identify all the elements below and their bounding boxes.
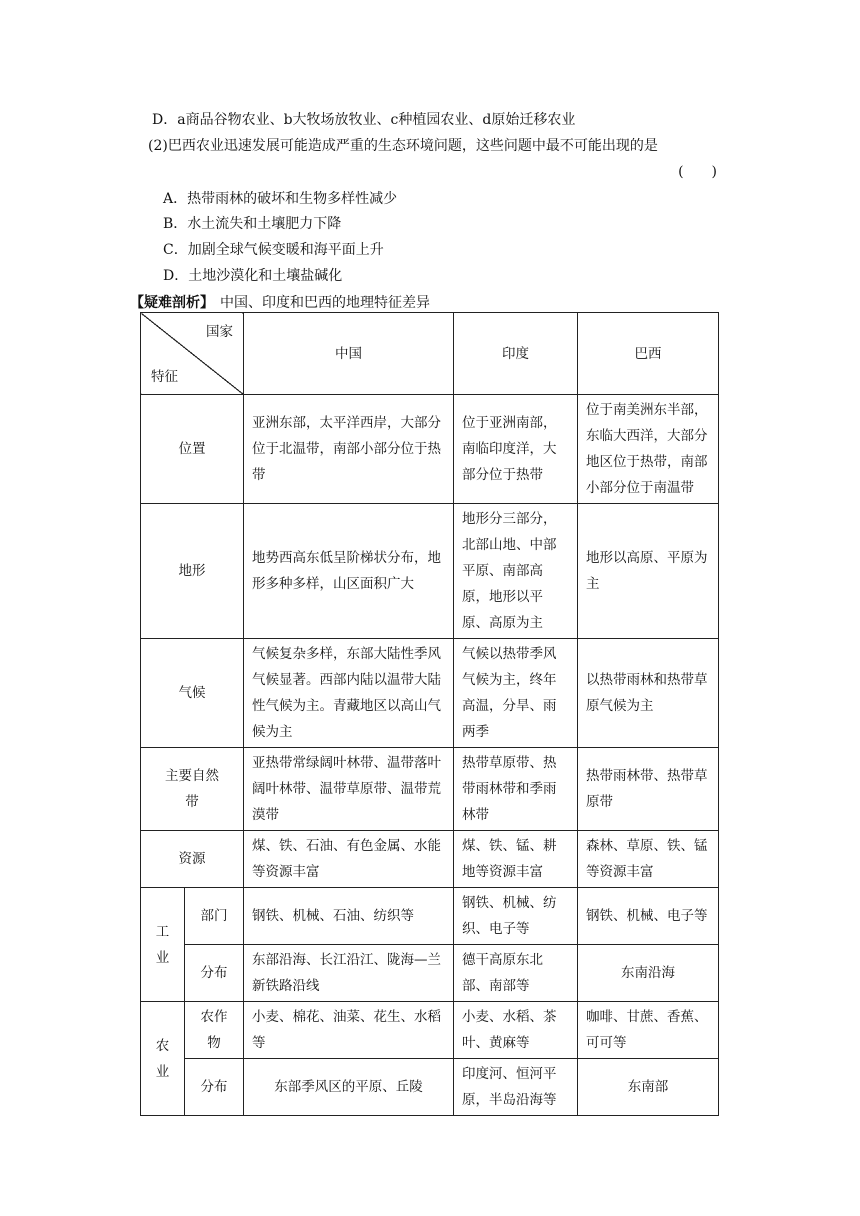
cell-agriculture-crops-brazil: 咖啡、甘蔗、香蕉、可可等 bbox=[578, 1002, 719, 1059]
section-tag: 【疑难剖析】 bbox=[130, 295, 214, 311]
sub-label-industry-sector: 部门 bbox=[185, 888, 244, 945]
geo-comparison-table bbox=[140, 312, 719, 1116]
row-label-location: 位置 bbox=[141, 395, 244, 504]
table-row bbox=[141, 888, 719, 945]
row-label-resources: 资源 bbox=[141, 831, 244, 888]
cell-terrain-china: 地势西高东低呈阶梯状分布，地形多种多样，山区面积广大 bbox=[244, 504, 454, 639]
cell-resources-brazil: 森林、草原、铁、锰等资源丰富 bbox=[578, 831, 719, 888]
cell-industry-dist-brazil: 东南沿海 bbox=[578, 945, 719, 1002]
cell-location-china: 亚洲东部，太平洋西岸，大部分位于北温带，南部小部分位于热带 bbox=[244, 395, 454, 504]
header-row bbox=[141, 313, 719, 395]
table-row bbox=[141, 1002, 719, 1059]
table-row bbox=[141, 831, 719, 888]
option-b: B．水土流失和土壤肥力下降 bbox=[163, 216, 342, 232]
cell-nature-zone-brazil: 热带雨林带、热带草原带 bbox=[578, 748, 719, 831]
table-row bbox=[141, 504, 719, 639]
cell-agriculture-dist-brazil: 东南部 bbox=[578, 1059, 719, 1116]
row-label-nature-zone: 主要自然带 bbox=[141, 748, 244, 831]
cell-climate-brazil: 以热带雨林和热带草原气候为主 bbox=[578, 639, 719, 748]
cell-agriculture-crops-china: 小麦、棉花、油菜、花生、水稻等 bbox=[244, 1002, 454, 1059]
cell-location-brazil: 位于南美洲东半部，东临大西洋，大部分地区位于热带，南部小部分位于南温带 bbox=[578, 395, 719, 504]
header-india: 印度 bbox=[454, 313, 578, 395]
table-row bbox=[141, 1059, 719, 1116]
table-row bbox=[141, 945, 719, 1002]
cell-resources-india: 煤、铁、锰、耕地等资源丰富 bbox=[454, 831, 578, 888]
cell-industry-dist-india: 德干高原东北部、南部等 bbox=[454, 945, 578, 1002]
cell-nature-zone-china: 亚热带常绿阔叶林带、温带落叶阔叶林带、温带草原带、温带荒漠带 bbox=[244, 748, 454, 831]
section-heading bbox=[130, 293, 430, 313]
header-country-label: 国家 bbox=[206, 324, 233, 340]
option-d: D．土地沙漠化和土壤盐碱化 bbox=[163, 268, 343, 284]
section-title: 中国、印度和巴西的地理特征差异 bbox=[220, 295, 430, 311]
cell-industry-sector-brazil: 钢铁、机械、电子等 bbox=[578, 888, 719, 945]
cell-terrain-india: 地形分三部分，北部山地、中部平原、南部高原，地形以平原、高原为主 bbox=[454, 504, 578, 639]
header-brazil: 巴西 bbox=[578, 313, 719, 395]
cell-nature-zone-india: 热带草原带、热带雨林带和季雨林带 bbox=[454, 748, 578, 831]
row-label-agriculture: 农业 bbox=[141, 1002, 185, 1116]
cell-resources-china: 煤、铁、石油、有色金属、水能等资源丰富 bbox=[244, 831, 454, 888]
cell-climate-india: 气候以热带季风气候为主，终年高温，分旱、雨两季 bbox=[454, 639, 578, 748]
prev-option-d: D．a商品谷物农业、b大牧场放牧业、c种植园农业、d原始迁移农业 bbox=[152, 112, 576, 128]
cell-industry-sector-china: 钢铁、机械、石油、纺织等 bbox=[244, 888, 454, 945]
row-label-industry: 工业 bbox=[141, 888, 185, 1002]
cell-agriculture-dist-china: 东部季风区的平原、丘陵 bbox=[244, 1059, 454, 1116]
cell-climate-china: 气候复杂多样，东部大陆性季风气候显著。西部内陆以温带大陆性气候为主。青藏地区以高山气候为主 bbox=[244, 639, 454, 748]
header-feature-label: 特征 bbox=[151, 369, 178, 385]
header-china: 中国 bbox=[244, 313, 454, 395]
cell-agriculture-crops-india: 小麦、水稻、茶叶、黄麻等 bbox=[454, 1002, 578, 1059]
question-2: (2)巴西农业迅速发展可能造成严重的生态环境问题，这些问题中最不可能出现的是 bbox=[148, 138, 658, 154]
sub-label-agriculture-dist: 分布 bbox=[185, 1059, 244, 1116]
table-row bbox=[141, 639, 719, 748]
sub-label-agriculture-crops: 农作物 bbox=[185, 1002, 244, 1059]
sub-label-industry-dist: 分布 bbox=[185, 945, 244, 1002]
row-label-climate: 气候 bbox=[141, 639, 244, 748]
answer-blank[interactable]: ( ) bbox=[678, 164, 717, 180]
cell-industry-dist-china: 东部沿海、长江沿江、陇海—兰新铁路沿线 bbox=[244, 945, 454, 1002]
row-label-terrain: 地形 bbox=[141, 504, 244, 639]
cell-agriculture-dist-india: 印度河、恒河平原，半岛沿海等 bbox=[454, 1059, 578, 1116]
header-diagonal-cell bbox=[141, 313, 244, 395]
cell-industry-sector-india: 钢铁、机械、纺织、电子等 bbox=[454, 888, 578, 945]
table-row bbox=[141, 395, 719, 504]
table-row bbox=[141, 748, 719, 831]
option-c: C．加剧全球气候变暖和海平面上升 bbox=[163, 242, 384, 258]
cell-location-india: 位于亚洲南部，南临印度洋，大部分位于热带 bbox=[454, 395, 578, 504]
cell-terrain-brazil: 地形以高原、平原为主 bbox=[578, 504, 719, 639]
option-a: A．热带雨林的破坏和生物多样性减少 bbox=[163, 191, 398, 207]
